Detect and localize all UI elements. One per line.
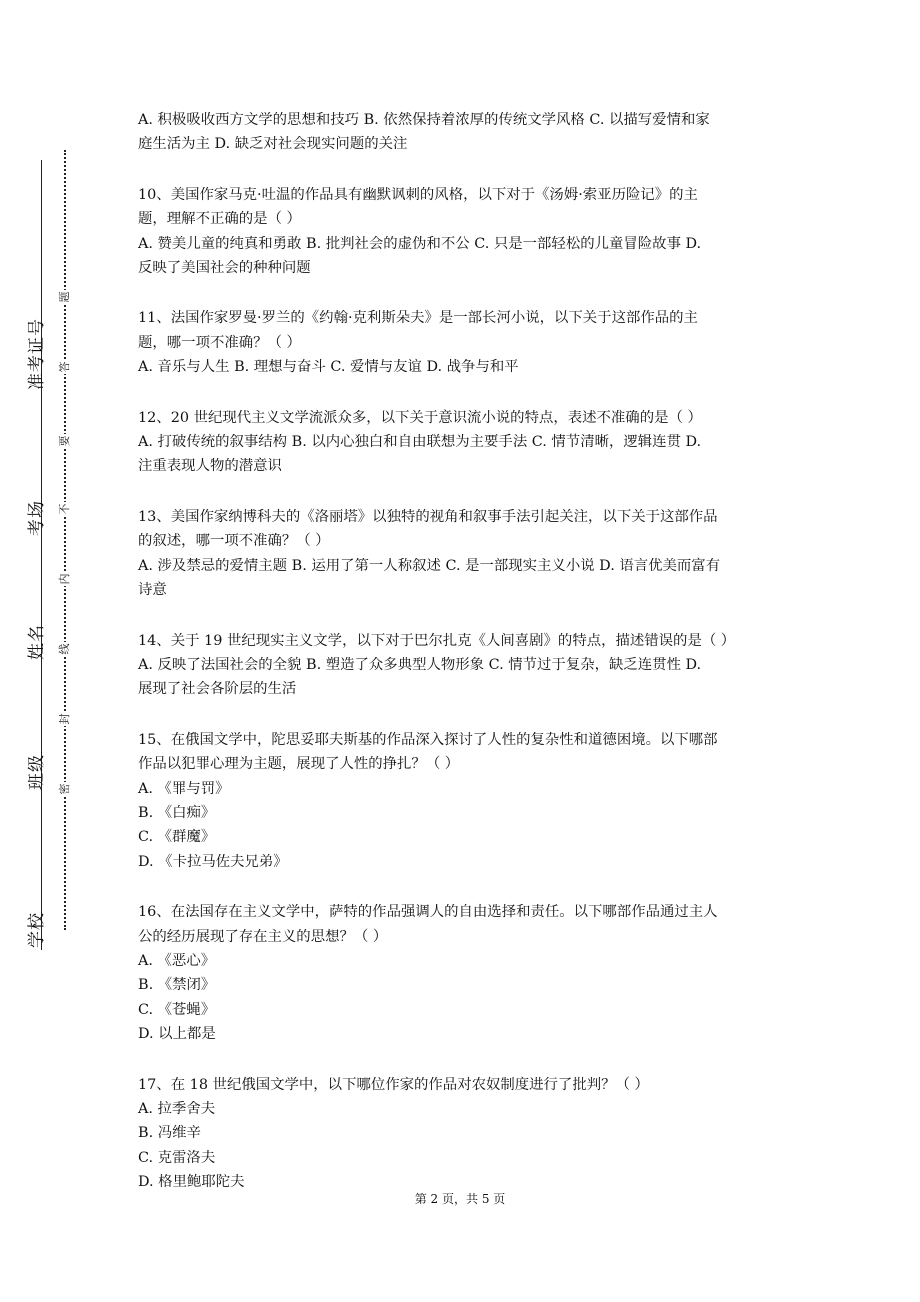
question-list — [138, 108, 788, 1221]
question-stem: 14、关于 19 世纪现实主义文学，以下对于巴尔扎克《人间喜剧》的特点，描述错误的是（ ） — [138, 632, 736, 649]
question-9-options — [138, 108, 788, 157]
question-options: 反映了美国社会的种种问题 — [138, 260, 311, 277]
seal-dotted-line — [64, 150, 66, 930]
question-options: 展现了社会各阶层的生活 — [138, 681, 297, 698]
question-16 — [138, 900, 788, 1046]
question-14 — [138, 629, 788, 702]
seal-char: 密 — [58, 783, 71, 795]
question-stem: 13、美国作家纳博科夫的《洛丽塔》以独特的视角和叙事手法引起关注，以下关于这部作品 — [138, 508, 718, 525]
seal-char: 要 — [58, 435, 71, 447]
question-10 — [138, 183, 788, 281]
option-c: C. 《群魔》 — [138, 829, 216, 846]
question-options: A. 反映了法国社会的全貌 B. 塑造了众多典型人物形象 C. 情节过于复杂，缺乏连贯性 D. — [138, 656, 702, 673]
question-stem: 作品以犯罪心理为主题，展现了人性的挣扎？（ ） — [138, 756, 460, 773]
exam-room-label: 考场 — [27, 500, 47, 536]
question-stem: 10、美国作家马克·吐温的作品具有幽默讽刺的风格，以下对于《汤姆·索亚历险记》的主 — [138, 186, 698, 203]
class-label: 班级 — [27, 754, 47, 790]
question-12 — [138, 406, 788, 479]
question-options: A. 音乐与人生 B. 理想与奋斗 C. 爱情与友谊 D. 战争与和平 — [138, 359, 519, 376]
option-b: B. 《禁闭》 — [138, 977, 216, 994]
question-stem: 15、在俄国文学中，陀思妥耶夫斯基的作品深入探讨了人性的复杂性和道德困境。以下哪部 — [138, 731, 718, 748]
option-d: D. 《卡拉马佐夫兄弟》 — [138, 853, 288, 870]
question-options: 诗意 — [138, 582, 167, 599]
binding-margin — [0, 0, 120, 1302]
question-line: 庭生活为主 D. 缺乏对社会现实问题的关注 — [138, 136, 408, 153]
option-b: B. 冯维辛 — [138, 1125, 201, 1142]
page-number: 第 2 页，共 5 页 — [414, 1192, 506, 1206]
question-options: A. 涉及禁忌的爱情主题 B. 运用了第一人称叙述 C. 是一部现实主义小说 D. 语言优美而富有 — [138, 557, 721, 574]
question-stem: 17、在 18 世纪俄国文学中，以下哪位作家的作品对农奴制度进行了批判？（ ） — [138, 1076, 649, 1093]
question-stem: 公的经历展现了存在主义的思想？（ ） — [138, 928, 388, 945]
option-d: D. 格里鲍耶陀夫 — [138, 1174, 245, 1191]
question-options: 注重表现人物的潜意识 — [138, 458, 282, 475]
fill-in-line — [41, 160, 42, 950]
exam-number-label: 准考证号 — [27, 318, 47, 390]
seal-char: 答 — [58, 361, 71, 373]
question-stem: 16、在法国存在主义文学中，萨特的作品强调人的自由选择和责任。以下哪部作品通过主人 — [138, 904, 718, 921]
question-options: A. 赞美儿童的纯真和勇敢 B. 批判社会的虚伪和不公 C. 只是一部轻松的儿童冒险故事 D. — [138, 235, 702, 252]
school-label: 学校 — [27, 912, 47, 948]
question-stem: 11、法国作家罗曼·罗兰的《约翰·克利斯朵夫》是一部长河小说，以下关于这部作品的主 — [138, 310, 698, 327]
seal-char: 题 — [58, 291, 71, 303]
option-a: A. 拉季舍夫 — [138, 1101, 216, 1117]
question-stem: 12、20 世纪现代主义文学流派众多，以下关于意识流小说的特点，表述不准确的是（ ） — [138, 409, 702, 426]
option-a: A. 《恶心》 — [138, 952, 216, 969]
question-stem: 题，理解不正确的是（ ） — [138, 211, 301, 228]
question-line: A. 积极吸收西方文学的思想和技巧 B. 依然保持着浓厚的传统文学风格 C. 以描写爱情和家 — [138, 112, 710, 128]
seal-char: 内 — [58, 573, 71, 585]
question-15 — [138, 728, 788, 874]
seal-char: 线 — [58, 643, 71, 655]
seal-char: 封 — [58, 713, 71, 725]
option-c: C. 《苍蝇》 — [138, 1001, 216, 1018]
name-label: 姓名 — [27, 624, 47, 660]
question-options: A. 打破传统的叙事结构 B. 以内心独白和自由联想为主要手法 C. 情节清晰，逻辑连贯 D. — [138, 434, 702, 451]
question-13 — [138, 505, 788, 603]
question-stem: 的叙述，哪一项不准确？（ ） — [138, 533, 330, 550]
question-17 — [138, 1073, 788, 1195]
option-b: B. 《白痴》 — [138, 804, 216, 821]
option-c: C. 克雷洛夫 — [138, 1149, 216, 1166]
question-11 — [138, 306, 788, 379]
option-d: D. 以上都是 — [138, 1026, 216, 1043]
seal-char: 不 — [58, 503, 71, 515]
question-stem: 题，哪一项不准确？（ ） — [138, 334, 301, 351]
option-a: A. 《罪与罚》 — [138, 780, 230, 797]
